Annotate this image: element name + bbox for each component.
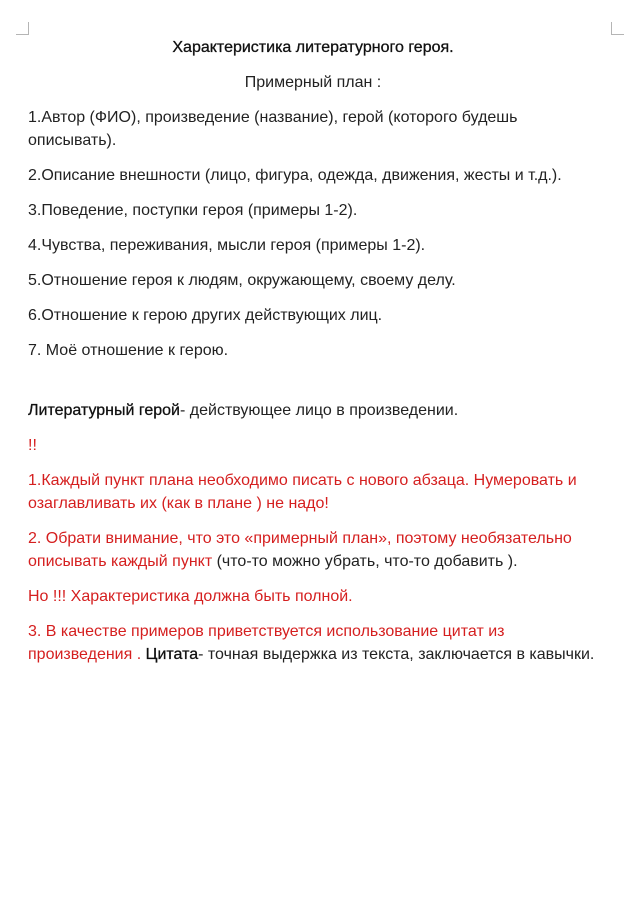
note-2 xyxy=(28,527,598,573)
document-title: Характеристика литературного героя. xyxy=(172,39,454,56)
note-2-red-text: 2. Обрати внимание, что это «примерный план», поэтому необязательно описывать каждый пункт xyxy=(28,530,572,570)
plan-item-4: 4.Чувства, переживания, мысли героя (примеры 1-2). xyxy=(28,237,426,254)
plan-item-7: 7. Моё отношение к герою. xyxy=(28,342,229,359)
paragraph-gap xyxy=(28,374,598,399)
note-1: 1.Каждый пункт плана необходимо писать с нового абзаца. Нумеровать и озаглавливать их (как в плане ) не надо! xyxy=(28,472,577,512)
plan-item-3: 3.Поведение, поступки героя (примеры 1-2). xyxy=(28,202,358,219)
crop-mark-top-left xyxy=(16,22,29,35)
definition-paragraph xyxy=(28,399,598,422)
note-4-red-text: 3. В качестве примеров приветствуется использование цитат из произведения . xyxy=(28,623,505,663)
note-2-black-text: (что-то можно убрать, что-то добавить ). xyxy=(212,553,518,570)
definition-text: - действующее лицо в произведении. xyxy=(180,402,459,419)
plan-item-6: 6.Отношение к герою других действующих лиц. xyxy=(28,307,383,324)
crop-mark-top-right xyxy=(611,22,624,35)
plan-item-1: 1.Автор (ФИО), произведение (название), герой (которого будешь описывать). xyxy=(28,109,518,149)
note-4-black-text: - точная выдержка из текста, заключается в кавычки. xyxy=(198,646,595,663)
note-4 xyxy=(28,620,598,666)
note-3: Но !!! Характеристика должна быть полной. xyxy=(28,588,353,605)
exclamation-mark: !! xyxy=(28,437,37,454)
document-body xyxy=(28,36,598,678)
plan-item-5: 5.Отношение героя к людям, окружающему, своему делу. xyxy=(28,272,456,289)
definition-term: Литературный герой xyxy=(28,402,180,419)
plan-heading: Примерный план : xyxy=(244,74,382,91)
quote-term: Цитата xyxy=(145,646,199,663)
plan-item-2: 2.Описание внешности (лицо, фигура, одежда, движения, жесты и т.д.). xyxy=(28,167,562,184)
